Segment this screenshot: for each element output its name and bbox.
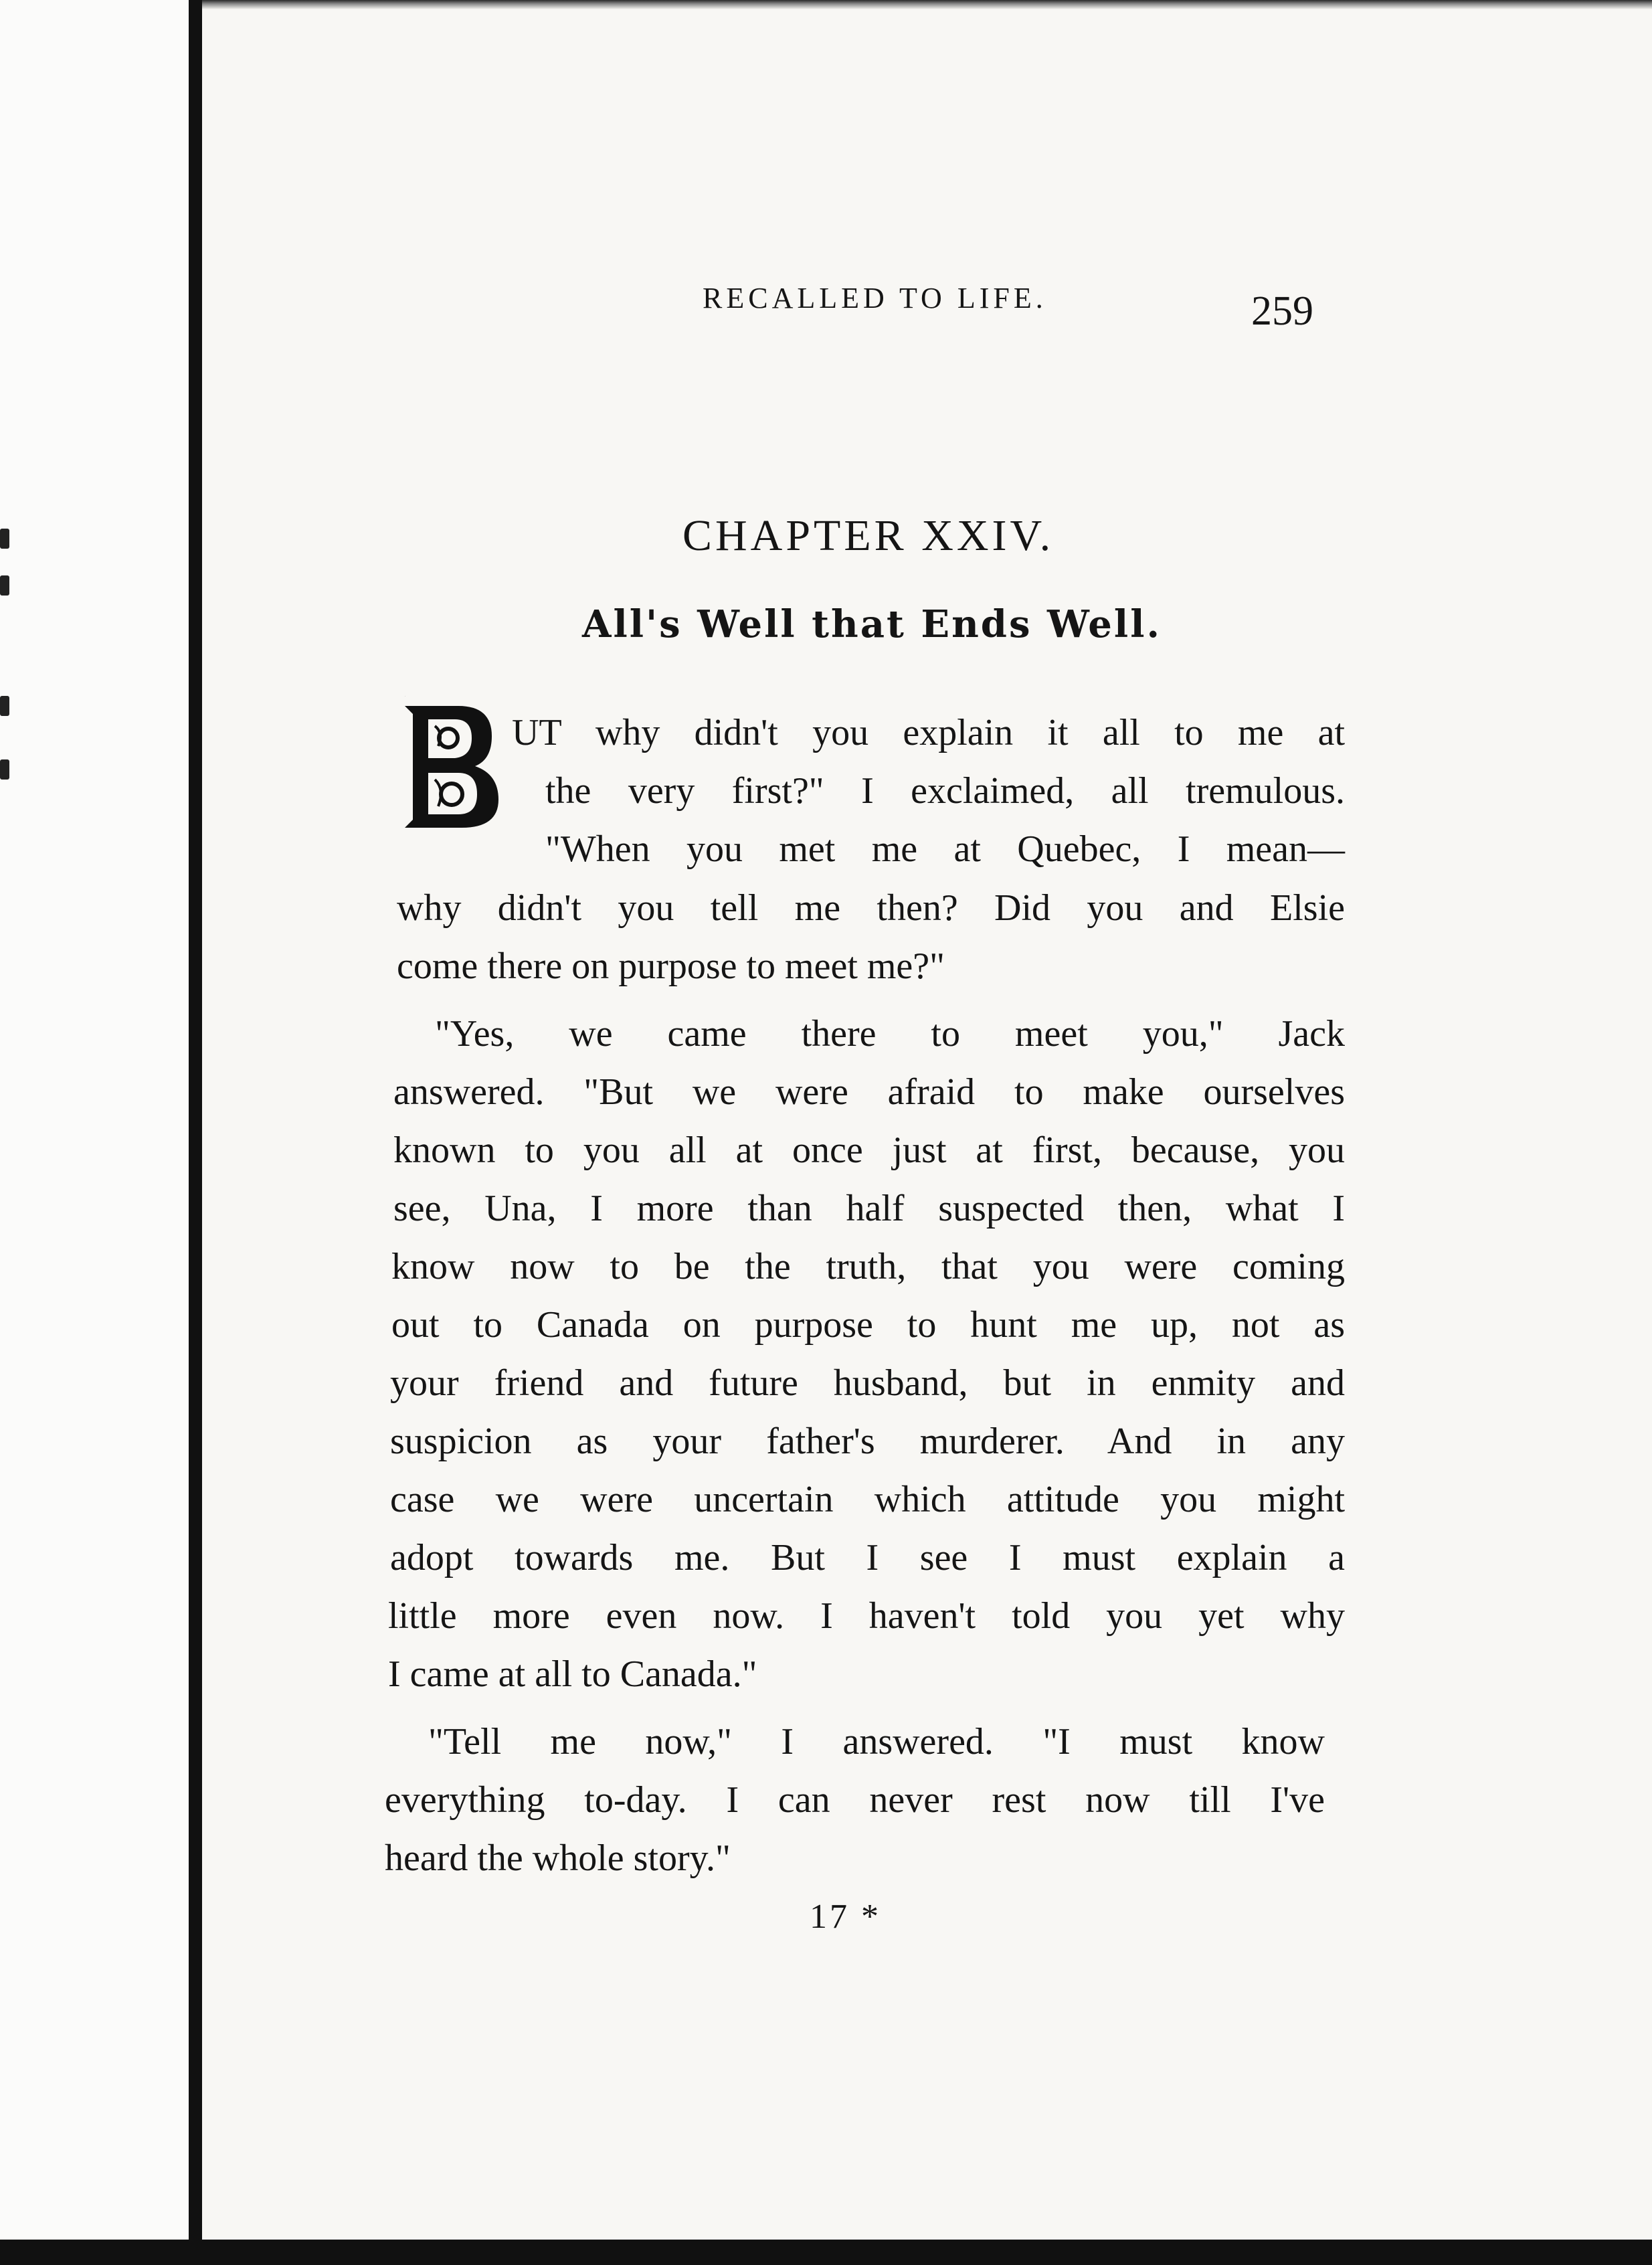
text-line: see, Una, I more than half suspected then, what I xyxy=(393,1188,1345,1229)
text-line: out to Canada on purpose to hunt me up, not as xyxy=(391,1304,1345,1346)
text-line: "Tell me now," I answered. "I must know xyxy=(428,1721,1325,1762)
top-scan-shadow xyxy=(202,0,1652,9)
text-line: adopt towards me. But I see I must explain a xyxy=(390,1537,1345,1578)
page-number: 259 xyxy=(1251,288,1313,334)
text-line: come there on purpose to meet me?" xyxy=(397,945,945,987)
bottom-scan-border xyxy=(0,2240,1652,2265)
signature-mark: 17 * xyxy=(810,1898,881,1936)
text-line: UT why didn't you explain it all to me at xyxy=(512,712,1345,753)
text-line: little more even now. I haven't told you yet why xyxy=(388,1595,1345,1637)
text-line: "When you met me at Quebec, I mean— xyxy=(545,828,1345,870)
chapter-subtitle: All's Well that Ends Well. xyxy=(582,602,1162,646)
text-line: everything to-day. I can never rest now till I've xyxy=(385,1779,1325,1821)
drop-cap-b xyxy=(398,699,505,833)
text-line: heard the whole story." xyxy=(385,1837,731,1879)
text-line: suspicion as your father's murderer. And in any xyxy=(390,1421,1345,1462)
text-line: answered. "But we were afraid to make ourselves xyxy=(393,1071,1345,1113)
text-line: known to you all at once just at first, because, you xyxy=(393,1129,1345,1171)
text-line: case we were uncertain which attitude you might xyxy=(390,1479,1345,1520)
text-line: I came at all to Canada." xyxy=(388,1653,757,1695)
text-line: your friend and future husband, but in enmity and xyxy=(390,1362,1345,1404)
left-page-edge xyxy=(0,0,204,2265)
book-page xyxy=(202,9,1652,2240)
text-line: the very first?" I exclaimed, all tremulous. xyxy=(545,770,1345,812)
text-line: "Yes, we came there to meet you," Jack xyxy=(435,1013,1345,1055)
binding-gutter xyxy=(189,0,202,2265)
running-head: RECALLED TO LIFE. xyxy=(703,282,1047,314)
chapter-title: CHAPTER XXIV. xyxy=(682,511,1054,560)
text-line: why didn't you tell me then? Did you and Elsie xyxy=(397,887,1345,929)
text-line: know now to be the truth, that you were coming xyxy=(391,1246,1345,1287)
